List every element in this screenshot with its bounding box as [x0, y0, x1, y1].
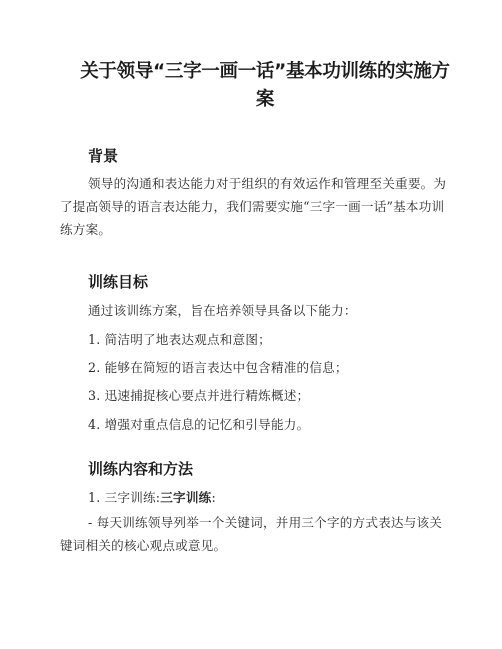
method-item-prefix: 1. 三字训练: [88, 490, 161, 505]
goal-item-4: 4. 增强对重点信息的记忆和引导能力。 [88, 417, 310, 432]
section-heading-content-methods: 训练内容和方法 [88, 460, 194, 478]
section-heading-goals: 训练目标 [88, 273, 149, 291]
method-item-bold: 三字训练 [160, 490, 212, 505]
goal-item-3: 3. 迅速捕捉核心要点并进行精炼概述； [88, 388, 310, 403]
method-item-1 [88, 488, 216, 508]
goal-item-2: 2. 能够在简短的语言表达中包含精准的信息； [88, 360, 348, 375]
section-heading-background: 背景 [88, 147, 119, 165]
document-title: 关于领导“三字一画一话”基本功训练的实施方案 [80, 61, 450, 110]
method-detail: - 每天训练领导列举一个关键词，并用三个字的方式表达与该关键词相关的核心观点或意见。 [60, 515, 443, 553]
goals-intro: 通过该训练方案，旨在培养领导具备以下能力： [88, 303, 357, 318]
background-paragraph: 领导的沟通和表达能力对于组织的有效运作和管理至关重要。为了提高领导的语言表达能力，我们需要实施“三字一画一话”基本功训练方案。 [60, 176, 447, 237]
method-item-suffix: : [211, 490, 216, 505]
goal-item-1: 1. 简洁明了地表达观点和意图； [88, 332, 271, 347]
